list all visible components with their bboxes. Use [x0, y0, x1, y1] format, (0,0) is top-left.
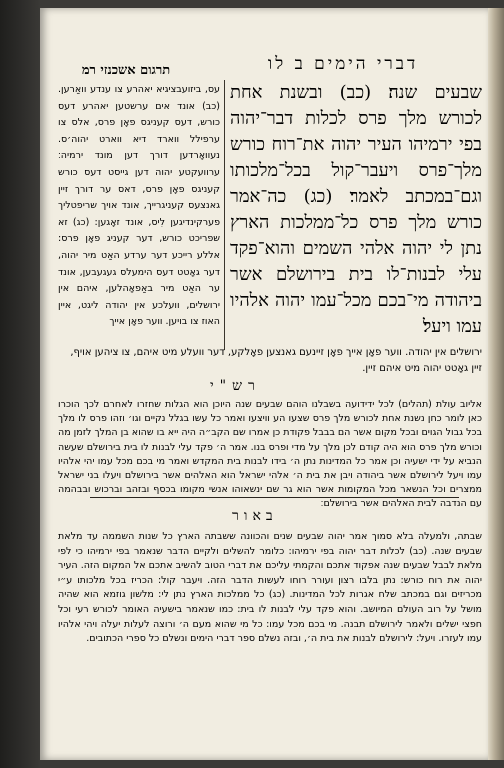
hebrew-main-text: שבעים שנה׃ (כב) ובשנת אחת לכורש מלך פרס לכלות דבר־יהוה בפי ירמיהו העיר יהוה את־רוח כורש מלך־פרס ויעבר־קול בכל־מלכותו וגם־במכתב לאמר׃ (כג) כה־אמר כורש מלך פרס כל־ממלכות הארץ נתן לי יהוה אלהי השמים והוא־פקד עלי לבנות־לו בית בירושלם אשר ביהודה מי־בכם מכל־עמו יהוה אלהיו עמו ויעל׃: [230, 82, 482, 337]
biur-commentary: שבתה, ולמעלה בלא סמוך אמר יהוה שבעים שנים והכוונה ששבתה הארץ כל שנות השממה עד מלאת שבעים שנה. (כב) לכלות דבר יהוה בפי ירמיהו: כלומר להשלים ולקיים הדבר שנאמר בפי ירמיהו כי לפי מלאת לבבל שבעים שנה אפקוד אתכם והקמתי עליכם את דברי הטוב להשיב אתכם אל המקום הזה. העיר יהוה את רוח כורש: נתן בלבו רצון ועורר רוחו לעשות הדבר הזה. ויעבר קול: הכריז בכל מלכותו ע״י מכריזים וגם במכתב שלח אגרות לכל המדינות. (כג) כל ממלכות הארץ נתן לי: מלשון גוזמא הוא שהיה מושל על רוב העולם המיושב. והוא פקד עלי לבנות לו בית: כמו שנאמר בישעיה האומר לכורש רעי וכל חפצי ישלים ולאמר לירושלם תבנה. מי בכם מכל עמו: כל מי שהוא מעם ה׳ ורוצה לעלות יעלה ויהי אלהיו עמו לעזרו. ויעל: לירושלם לבנות את בית ה׳, ובזה נשלם ספר דברי הימים ונשלם כל ספרי הכתובים.: [58, 531, 482, 645]
running-head: דברי הימים ב לו: [267, 54, 419, 74]
book-binding: [0, 0, 40, 768]
translation-heading: תרגום אשכנזי רמ: [81, 63, 171, 78]
rashi-commentary: אליוב עולת (תהלים) לכל ידידועה בשבלנו הוהם שבעים שנה היוכן הוא הגלות שחזרו לאחרם לכך הוכרו כאן לומר כחן נשנת אחת לכורש מלך פרס שצעו הע וויצעו ואמר כל עשו בגלל נקיים וגו׳ וזהו פרס לו מלך בכל גבול הגוים ובכל מקום אשר הם בבבל פקודת כן אמרו שם הקב״ה היה ייא בו שהוא בן המלך לזמן מה וכורש מלך פרס הוא היה קודם לכן מלך על מדי ופרס בנו. אמר ה׳ פקד עלי לבנות לו בית בירושלם שעשה הנביא על ידי ישעיה וכן אמר כל המדינות נתן ה׳ בידו לבנות בית המקדש ואמר מי בכם מכל עמו יהי אלהיו עמו ויעל לירושלם אשר ביהודה ויבן את בית ה׳ אלהי ישראל הוא האלהים אשר בירושלם ויעלו בני ישראל ממצרים וכל הנשאר מכל המקומות אשר הוא גר שם ינשאוהו אנשי מקומו בכסף ובזהב וברכוש ובבהמה עם הנדבה לבית האלהים אשר בירושלם׃: [58, 399, 482, 510]
rashi-heading: רש"י: [210, 378, 261, 394]
yiddish-translation: עס, ביזועבציגיא יאהרע צו ענדע וואַרען. (כב) אונד אים ערשטען יאהרע דעס כורש, דעס קעניגס פאָן פרס, אלס צו ערפילל ווארד דיא ווארט יהוה׳ס. נעוואָרדען דורך דען מונד ירמיה׃ ערוועקטע יהוה דען גייסט דעס כורש קעניגס פאָן פרס, דאס ער דורך זיין גאנצעס קעניגרייך, אונד אויך שריפטליך פערקינדיגען לִיס, אונד זאָגען: (כג) זא שפריכט כורש, דער קעניג פאָן פרס: אללע רייכע דער ערדע האַט מיר יהוה, דער גאָטט דעס הימעלס געגעבען, אונד ער האַט מיר באַפאָהלען, איהם אין ירושלים, וועלכע אין יהודה ליגט, איין האוז צו בויען. ווער פאָן אייך: [58, 84, 220, 328]
column-divider: [224, 80, 225, 350]
translation-continuation: ירושלים אין יהודה. ווער פאָן אייך פאָן זיינעם גאנצען פאָלקע, דער וועלע מיט איהם, צו ציהען אויף, זיין גאָטט יהוה מיט איהם זיין.: [70, 347, 482, 374]
page-edge: [488, 8, 504, 760]
section-divider: [90, 497, 459, 498]
biur-heading: באור: [232, 508, 278, 524]
